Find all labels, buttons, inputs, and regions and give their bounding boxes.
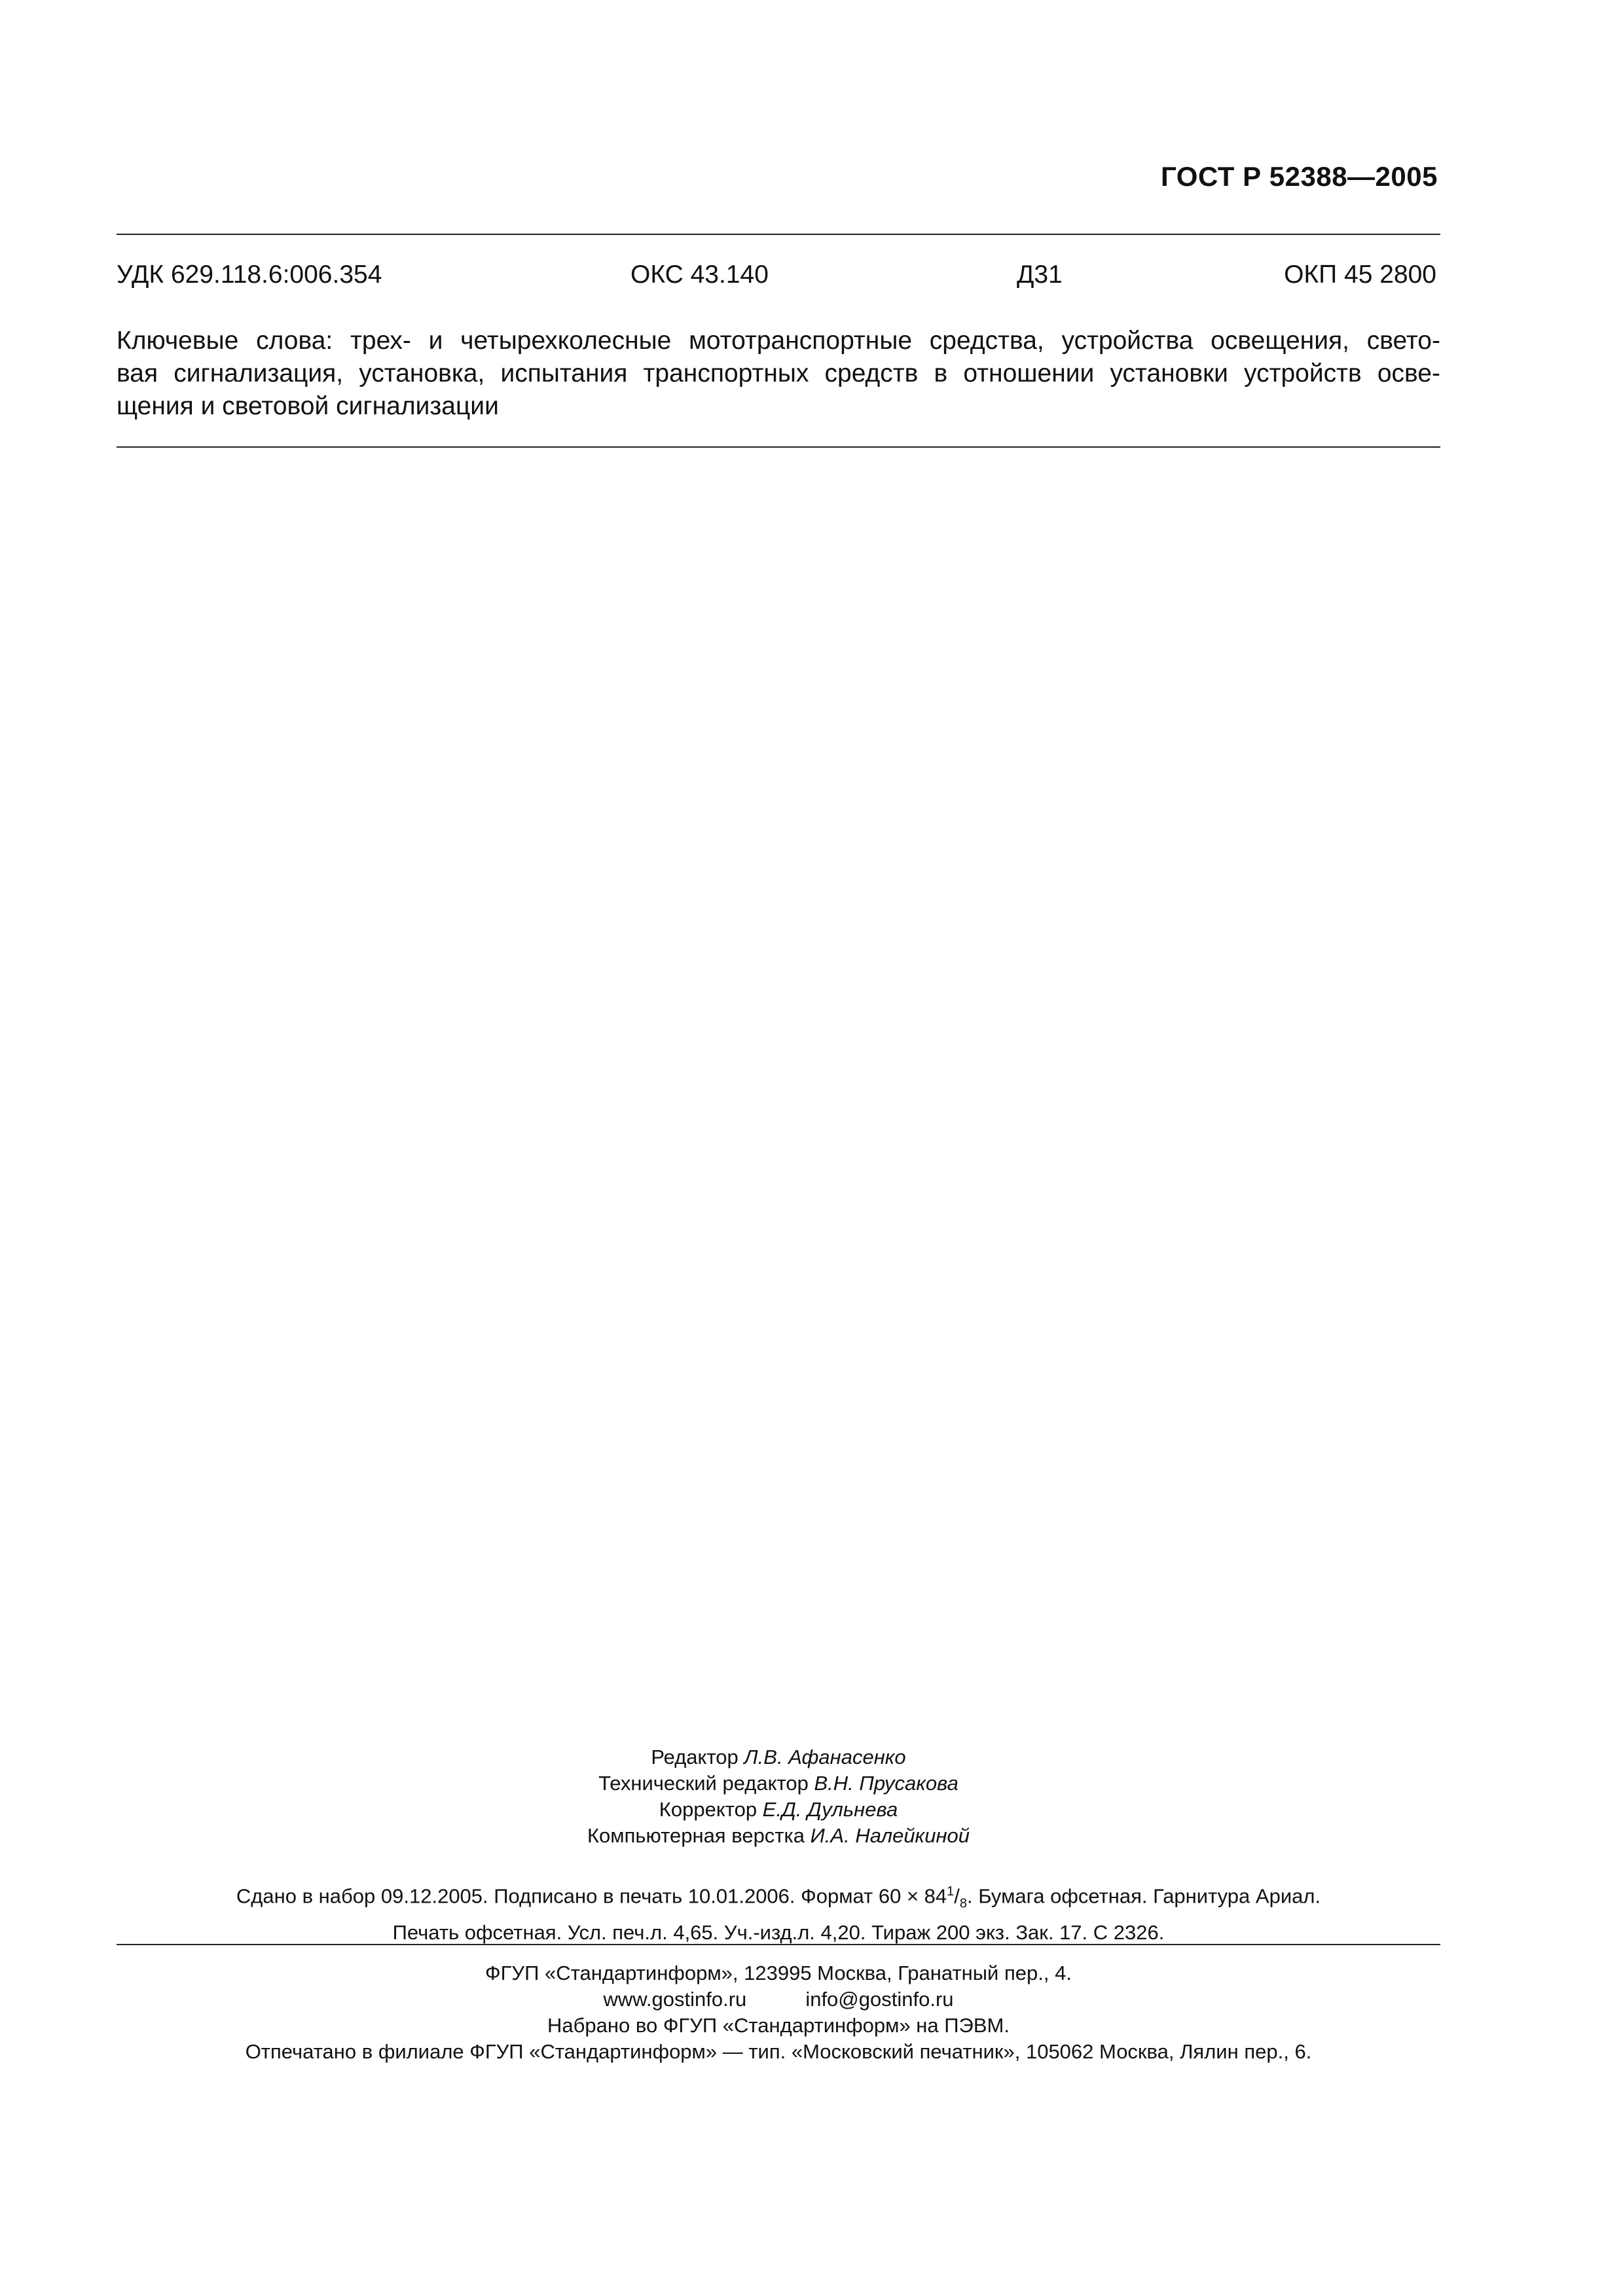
credit-editor <box>117 1744 1440 1770</box>
publisher-address: ФГУП «Стандартинформ», 123995 Москва, Гранатный пер., 4. <box>485 1962 1072 1984</box>
keywords-paragraph <box>117 325 1440 423</box>
credit-role: Компьютерная верстка <box>587 1824 805 1847</box>
publisher-website: www.gostinfo.ru <box>603 1988 747 2011</box>
okp-code: ОКП 45 2800 <box>1284 260 1436 289</box>
format-subscript: 8 <box>959 1896 968 1911</box>
credit-name: Л.В. Афанасенко <box>744 1746 906 1768</box>
keywords-divider <box>117 446 1440 448</box>
keywords-line: щения и световой сигнализации <box>117 392 499 420</box>
publisher-typeset: Набрано во ФГУП «Стандартинформ» на ПЭВМ. <box>547 2014 1010 2037</box>
imprint-line <box>117 1877 1440 1918</box>
credit-role: Корректор <box>659 1798 757 1821</box>
format-superscript: 1 <box>947 1884 955 1899</box>
print-imprint <box>117 1877 1440 1947</box>
credit-proofreader <box>117 1797 1440 1823</box>
credit-tech-editor <box>117 1770 1440 1797</box>
imprint-text: . Бумага офсетная. Гарнитура Ариал. <box>967 1884 1321 1908</box>
publisher-contacts <box>117 1986 1440 2013</box>
udk-code: УДК 629.118.6:006.354 <box>117 260 382 289</box>
publisher-info <box>117 1960 1440 2065</box>
credit-name: И.А. Налейкиной <box>810 1824 970 1847</box>
imprint-text: Сдано в набор 09.12.2005. Подписано в печать 10.01.2006. Формат 60 × 84 <box>236 1884 947 1908</box>
imprint-divider <box>117 1944 1440 1945</box>
credit-layout <box>117 1823 1440 1849</box>
publisher-email: info@gostinfo.ru <box>805 1988 954 2011</box>
classification-row <box>117 260 1440 293</box>
group-code: Д31 <box>1017 260 1063 289</box>
credit-name: В.Н. Прусакова <box>814 1772 958 1795</box>
credit-role: Технический редактор <box>598 1772 809 1795</box>
editorial-credits <box>117 1744 1440 1849</box>
format-slash: / <box>954 1884 960 1908</box>
document-id: ГОСТ Р 52388—2005 <box>1161 161 1438 192</box>
keywords-line: Ключевые слова: трех- и четырехколесные мототранспортные средства, устройства освещения, свето- <box>117 327 1440 355</box>
top-divider <box>117 234 1440 235</box>
credit-name: Е.Д. Дульнева <box>762 1798 898 1821</box>
oks-code: ОКС 43.140 <box>630 260 769 289</box>
keywords-line: вая сигнализация, установка, испытания транспортных средств в отношении установки устройств осве- <box>117 359 1440 387</box>
credit-role: Редактор <box>651 1746 739 1768</box>
imprint-line: Печать офсетная. Усл. печ.л. 4,65. Уч.-изд.л. 4,20. Тираж 200 экз. Зак. 17. С 2326. <box>392 1920 1165 1944</box>
publisher-printed: Отпечатано в филиале ФГУП «Стандартинформ» — тип. «Московский печатник», 105062 Москва, Лялин пер., 6. <box>245 2040 1312 2063</box>
